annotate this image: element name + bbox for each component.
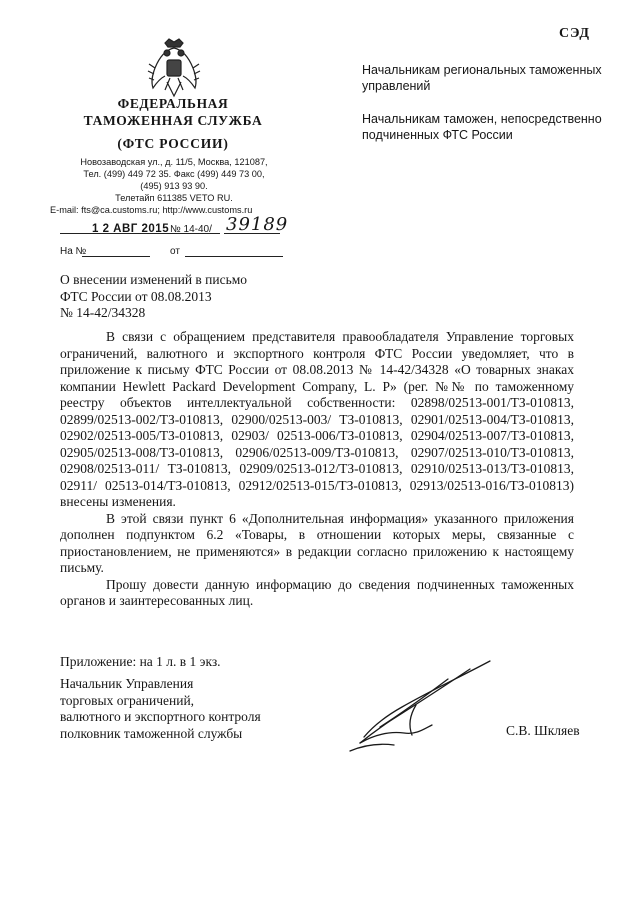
body-paragraph: Прошу довести данную информацию до сведения подчиненных таможенных органов и заинтересованных лиц. (60, 576, 574, 608)
signer-title-line: полковник таможенной службы (60, 725, 243, 741)
addressee-block (362, 62, 602, 143)
org-name-line2: ТАМОЖЕННАЯ СЛУЖБА (83, 113, 263, 128)
doc-system-mark: СЭД (558, 26, 590, 41)
contact-address: Новозаводская ул., д. 11/5, Москва, 121087, (80, 157, 268, 167)
reference-date-label: от (170, 246, 180, 257)
addressee-regional-directorates: Начальникам региональных таможенных управлений (362, 63, 602, 93)
contact-email-web: E-mail: fts@ca.customs.ru; http://www.customs.ru (50, 205, 253, 215)
reference-date-blank (185, 256, 283, 257)
subject-line: О внесении изменений в письмо (60, 272, 248, 287)
org-contacts (50, 156, 290, 216)
letter-body (60, 329, 574, 610)
reference-number-label: На № (60, 246, 87, 257)
reference-number-blank (82, 256, 150, 257)
org-name-line1: ФЕДЕРАЛЬНАЯ (117, 96, 229, 111)
org-abbreviation: (ФТС РОССИИ) (117, 136, 229, 151)
body-paragraph: В связи с обращением представителя правообладателя Управление торговых ограничений, валютного и экспортного контроля ФТС России уведомляет, что в приложение к письму ФТС России от 08.08.2013 № 14-42/34328 «О товарных знаках компании Hewlett Packard Development Company, L. P» (рег. №№ по таможенному реестру объектов интеллектуальной собственности: 02898/02513-001/ТЗ-010813, 02899/02513-002/ТЗ-010813, 02900/02513-003/ ТЗ-010813, 02901/02513-004/ТЗ-010813, 02902/02513-005/ТЗ-010813, 02903/ 02513-006/ТЗ-010813, 02904/02513-007/ТЗ-010813, 02905/02513-008/ТЗ-010813, 02906/02513-009/ТЗ-010813, 02907/02513-010/ТЗ-010813, 02908/02513-011/ ТЗ-010813, 02909/02513-012/ТЗ-010813, 02910/02513-013/ТЗ-010813, 02911/ 02513-014/ТЗ-010813, 02912/02513-015/ТЗ-010813, 02913/02513-016/ТЗ-010813) внесены изменения. (60, 329, 574, 509)
signer-name: С.В. Шкляев (506, 723, 580, 738)
registration-number-label: № 14-40/ (170, 224, 212, 235)
subject-line: № 14-42/34328 (60, 305, 146, 320)
number-underline (224, 233, 280, 234)
signer-title-block (60, 676, 310, 742)
handwritten-signature (320, 655, 500, 755)
contact-phone-fax: Тел. (499) 449 72 35. Факс (499) 449 73 00, (83, 169, 265, 179)
letter-subject (60, 272, 300, 322)
signer-title-line: Начальник Управления (60, 676, 194, 691)
coat-of-arms-emblem (145, 38, 203, 100)
org-block (68, 95, 278, 152)
addressee-customs-offices: Начальникам таможен, непосредственно подчиненных ФТС России (362, 112, 602, 142)
signer-title-line: валютного и экспортного контроля (60, 709, 261, 724)
registration-date-stamp: 1 2 АВГ 2015 (92, 223, 170, 235)
registration-number-handwritten: 39189 (226, 214, 289, 235)
attachment-note: Приложение: на 1 л. в 1 экз. (60, 654, 221, 669)
contact-teletype: Телетайп 611385 VETO RU. (115, 193, 233, 203)
subject-line: ФТС России от 08.08.2013 (60, 288, 212, 304)
contact-phone2: (495) 913 93 90. (140, 181, 208, 191)
signer-title-line: торговых ограничений, (60, 692, 195, 708)
body-paragraph: В этой связи пункт 6 «Дополнительная информация» указанного приложения дополнен подпунктом 6.2 «Товары, в отношении которых меры, связанные с приостановлением, не применяются» в редакции согласно приложению к настоящему письму. (60, 510, 574, 575)
